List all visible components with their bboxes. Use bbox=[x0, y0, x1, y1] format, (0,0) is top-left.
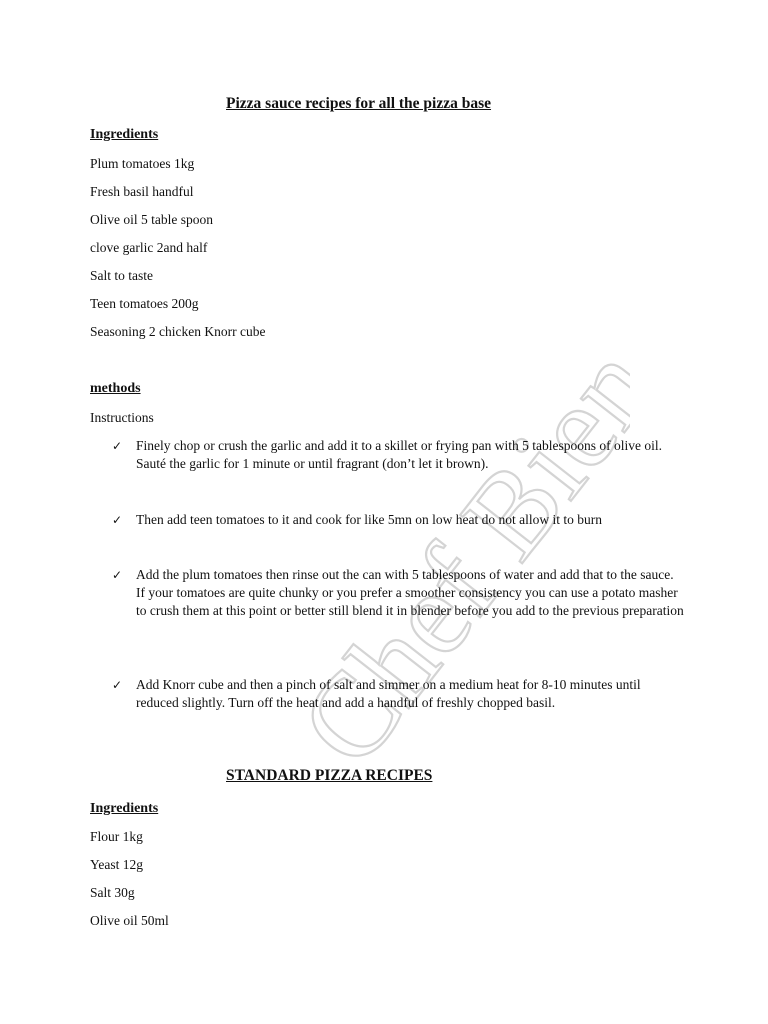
sauce-ingredient: clove garlic 2and half bbox=[90, 240, 208, 255]
methods-heading: methods bbox=[90, 381, 141, 396]
watermark-text: Chef Bien bbox=[273, 340, 630, 760]
sauce-title: Pizza sauce recipes for all the pizza base bbox=[226, 95, 492, 112]
sauce-ingredient: Seasoning 2 chicken Knorr cube bbox=[90, 324, 266, 339]
pizza-title: STANDARD PIZZA RECIPES bbox=[226, 767, 433, 784]
sauce-ingredient: Teen tomatoes 200g bbox=[90, 296, 199, 311]
sauce-ingredient: Salt to taste bbox=[90, 268, 153, 283]
instructions-label: Instructions bbox=[90, 410, 154, 425]
pizza-ingredient: Flour 1kg bbox=[90, 829, 143, 844]
sauce-ingredient: Fresh basil handful bbox=[90, 184, 194, 199]
checkmark-icon: ✓ bbox=[112, 513, 123, 527]
sauce-ingredients-heading: Ingredients bbox=[90, 127, 159, 142]
sauce-ingredient: Olive oil 5 table spoon bbox=[90, 212, 213, 227]
checkmark-icon: ✓ bbox=[112, 568, 123, 582]
instruction-text: Finely chop or crush the garlic and add it to a skillet or frying pan with 5 tablespoons of olive oil. Sauté the garlic for 1 minute or until fragrant (don’t let it brown). bbox=[136, 438, 663, 471]
pizza-ingredients-heading: Ingredients bbox=[90, 801, 159, 816]
pizza-ingredient: Olive oil 50ml bbox=[90, 913, 169, 928]
checkmark-icon: ✓ bbox=[112, 439, 123, 453]
pizza-ingredient: Yeast 12g bbox=[90, 857, 144, 872]
sauce-ingredient: Plum tomatoes 1kg bbox=[90, 156, 195, 171]
instruction-text: Add Knorr cube and then a pinch of salt and simmer on a medium heat for 8-10 minutes until reduced slightly. Turn off the heat and add a handful of freshly chopped basil. bbox=[136, 677, 641, 710]
pizza-ingredient: Salt 30g bbox=[90, 885, 135, 900]
checkmark-icon: ✓ bbox=[112, 678, 123, 692]
instruction-text: Add the plum tomatoes then rinse out the can with 5 tablespoons of water and add that to the sauce. If your tomatoes are quite chunky or you prefer a smoother consistency you can use a potato masher to crush them at this point or better still blend it in blender before you add to the previous preparation bbox=[136, 567, 684, 618]
instruction-text: Then add teen tomatoes to it and cook for like 5mn on low heat do not allow it to burn bbox=[136, 512, 603, 527]
